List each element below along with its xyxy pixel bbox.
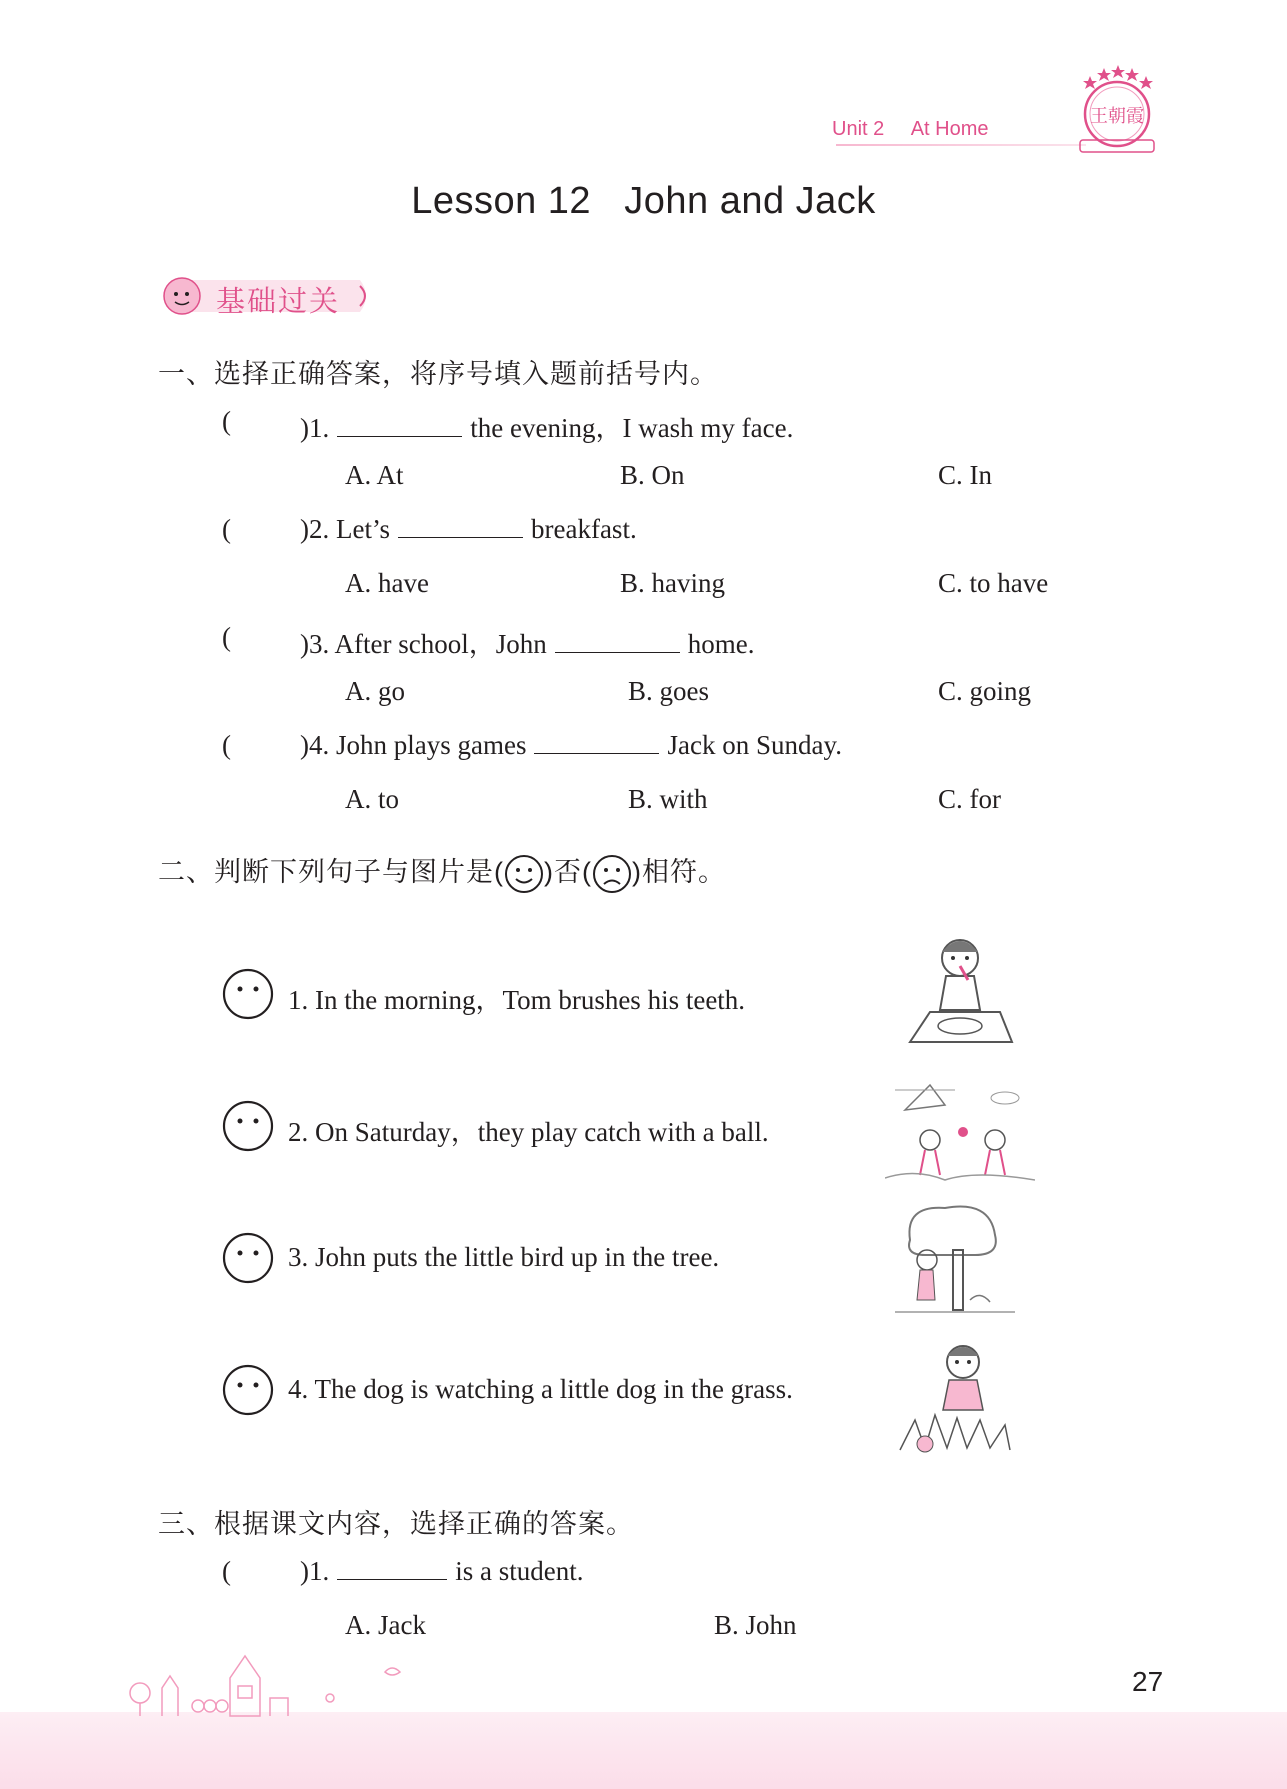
fill-blank[interactable] (337, 1557, 447, 1580)
answer-paren[interactable]: ( (222, 622, 231, 652)
option[interactable]: C. In (938, 460, 992, 490)
section3-heading: 三、根据课文内容，选择正确的答案。 (158, 1509, 634, 1539)
answer-paren[interactable]: ( (222, 730, 231, 760)
option[interactable]: A. go (345, 676, 405, 706)
fill-blank[interactable] (398, 515, 523, 538)
blank-face-answer-icon[interactable] (222, 1100, 274, 1152)
sad-face-icon (592, 854, 632, 894)
judgement-item-3: 3. John puts the little bird up in the tree. (288, 1242, 720, 1272)
option[interactable]: A. have (345, 568, 429, 598)
section1-heading: 一、选择正确答案，将序号填入题前括号内。 (158, 359, 718, 389)
boy-under-tree-illustration (895, 1200, 1015, 1320)
blank-face-answer-icon[interactable] (222, 968, 274, 1020)
girl-avatar-icon (164, 278, 200, 314)
footer-band (0, 1712, 1287, 1789)
kids-playing-catch-illustration (885, 1070, 1035, 1190)
town-decoration-icon (120, 1648, 410, 1718)
option[interactable]: A. to (345, 784, 399, 814)
option[interactable]: C. going (938, 676, 1032, 706)
fill-blank[interactable] (555, 630, 680, 653)
option[interactable]: B. On (620, 460, 685, 490)
page-number: 27 (1132, 1666, 1164, 1697)
section2-heading: 二、判断下列句子与图片是( )否( )相符。 (158, 850, 726, 894)
judgement-item-4: 4. The dog is watching a little dog in the grass. (288, 1374, 793, 1404)
question-3: )3. After school，John home. (300, 629, 755, 659)
answer-paren[interactable]: ( (222, 1556, 231, 1586)
blank-face-answer-icon[interactable] (222, 1364, 274, 1416)
judgement-item-2: 2. On Saturday，they play catch with a ball. (288, 1117, 769, 1147)
answer-paren[interactable]: ( (222, 514, 231, 544)
option[interactable]: B. having (620, 568, 725, 598)
smiley-face-icon (504, 854, 544, 894)
option[interactable]: C. for (938, 784, 1001, 814)
option[interactable]: B. John (714, 1610, 797, 1640)
banner-label: 基础过关 (216, 286, 341, 318)
option[interactable]: C. to have (938, 568, 1049, 598)
boy-brushing-teeth-illustration (900, 930, 1020, 1050)
question-2: )2. Let’s breakfast. (300, 514, 637, 544)
unit-label: Unit 2 (832, 118, 885, 140)
blank-face-answer-icon[interactable] (222, 1232, 274, 1284)
boy-in-grass-illustration (895, 1340, 1015, 1460)
option[interactable]: A. Jack (345, 1610, 426, 1640)
fill-blank[interactable] (534, 731, 659, 754)
unit-topic: At Home (910, 118, 989, 140)
header-rule (836, 144, 1086, 146)
lesson-title: Lesson 12 John and Jack (411, 180, 876, 222)
option[interactable]: B. with (628, 784, 708, 814)
answer-paren[interactable]: ( (222, 406, 231, 436)
option[interactable]: A. At (345, 460, 404, 490)
svg-text:王朝霞: 王朝霞 (1090, 106, 1144, 127)
section3-question-1: )1. is a student. (300, 1556, 584, 1586)
unit-header (832, 118, 1011, 141)
question-4: )4. John plays games Jack on Sunday. (300, 730, 842, 760)
brand-logo (1072, 62, 1162, 154)
fill-blank[interactable] (337, 414, 462, 437)
question-1: )1. the evening，I wash my face. (300, 413, 794, 443)
option[interactable]: B. goes (628, 676, 709, 706)
judgement-item-1: 1. In the morning，Tom brushes his teeth. (288, 985, 746, 1015)
